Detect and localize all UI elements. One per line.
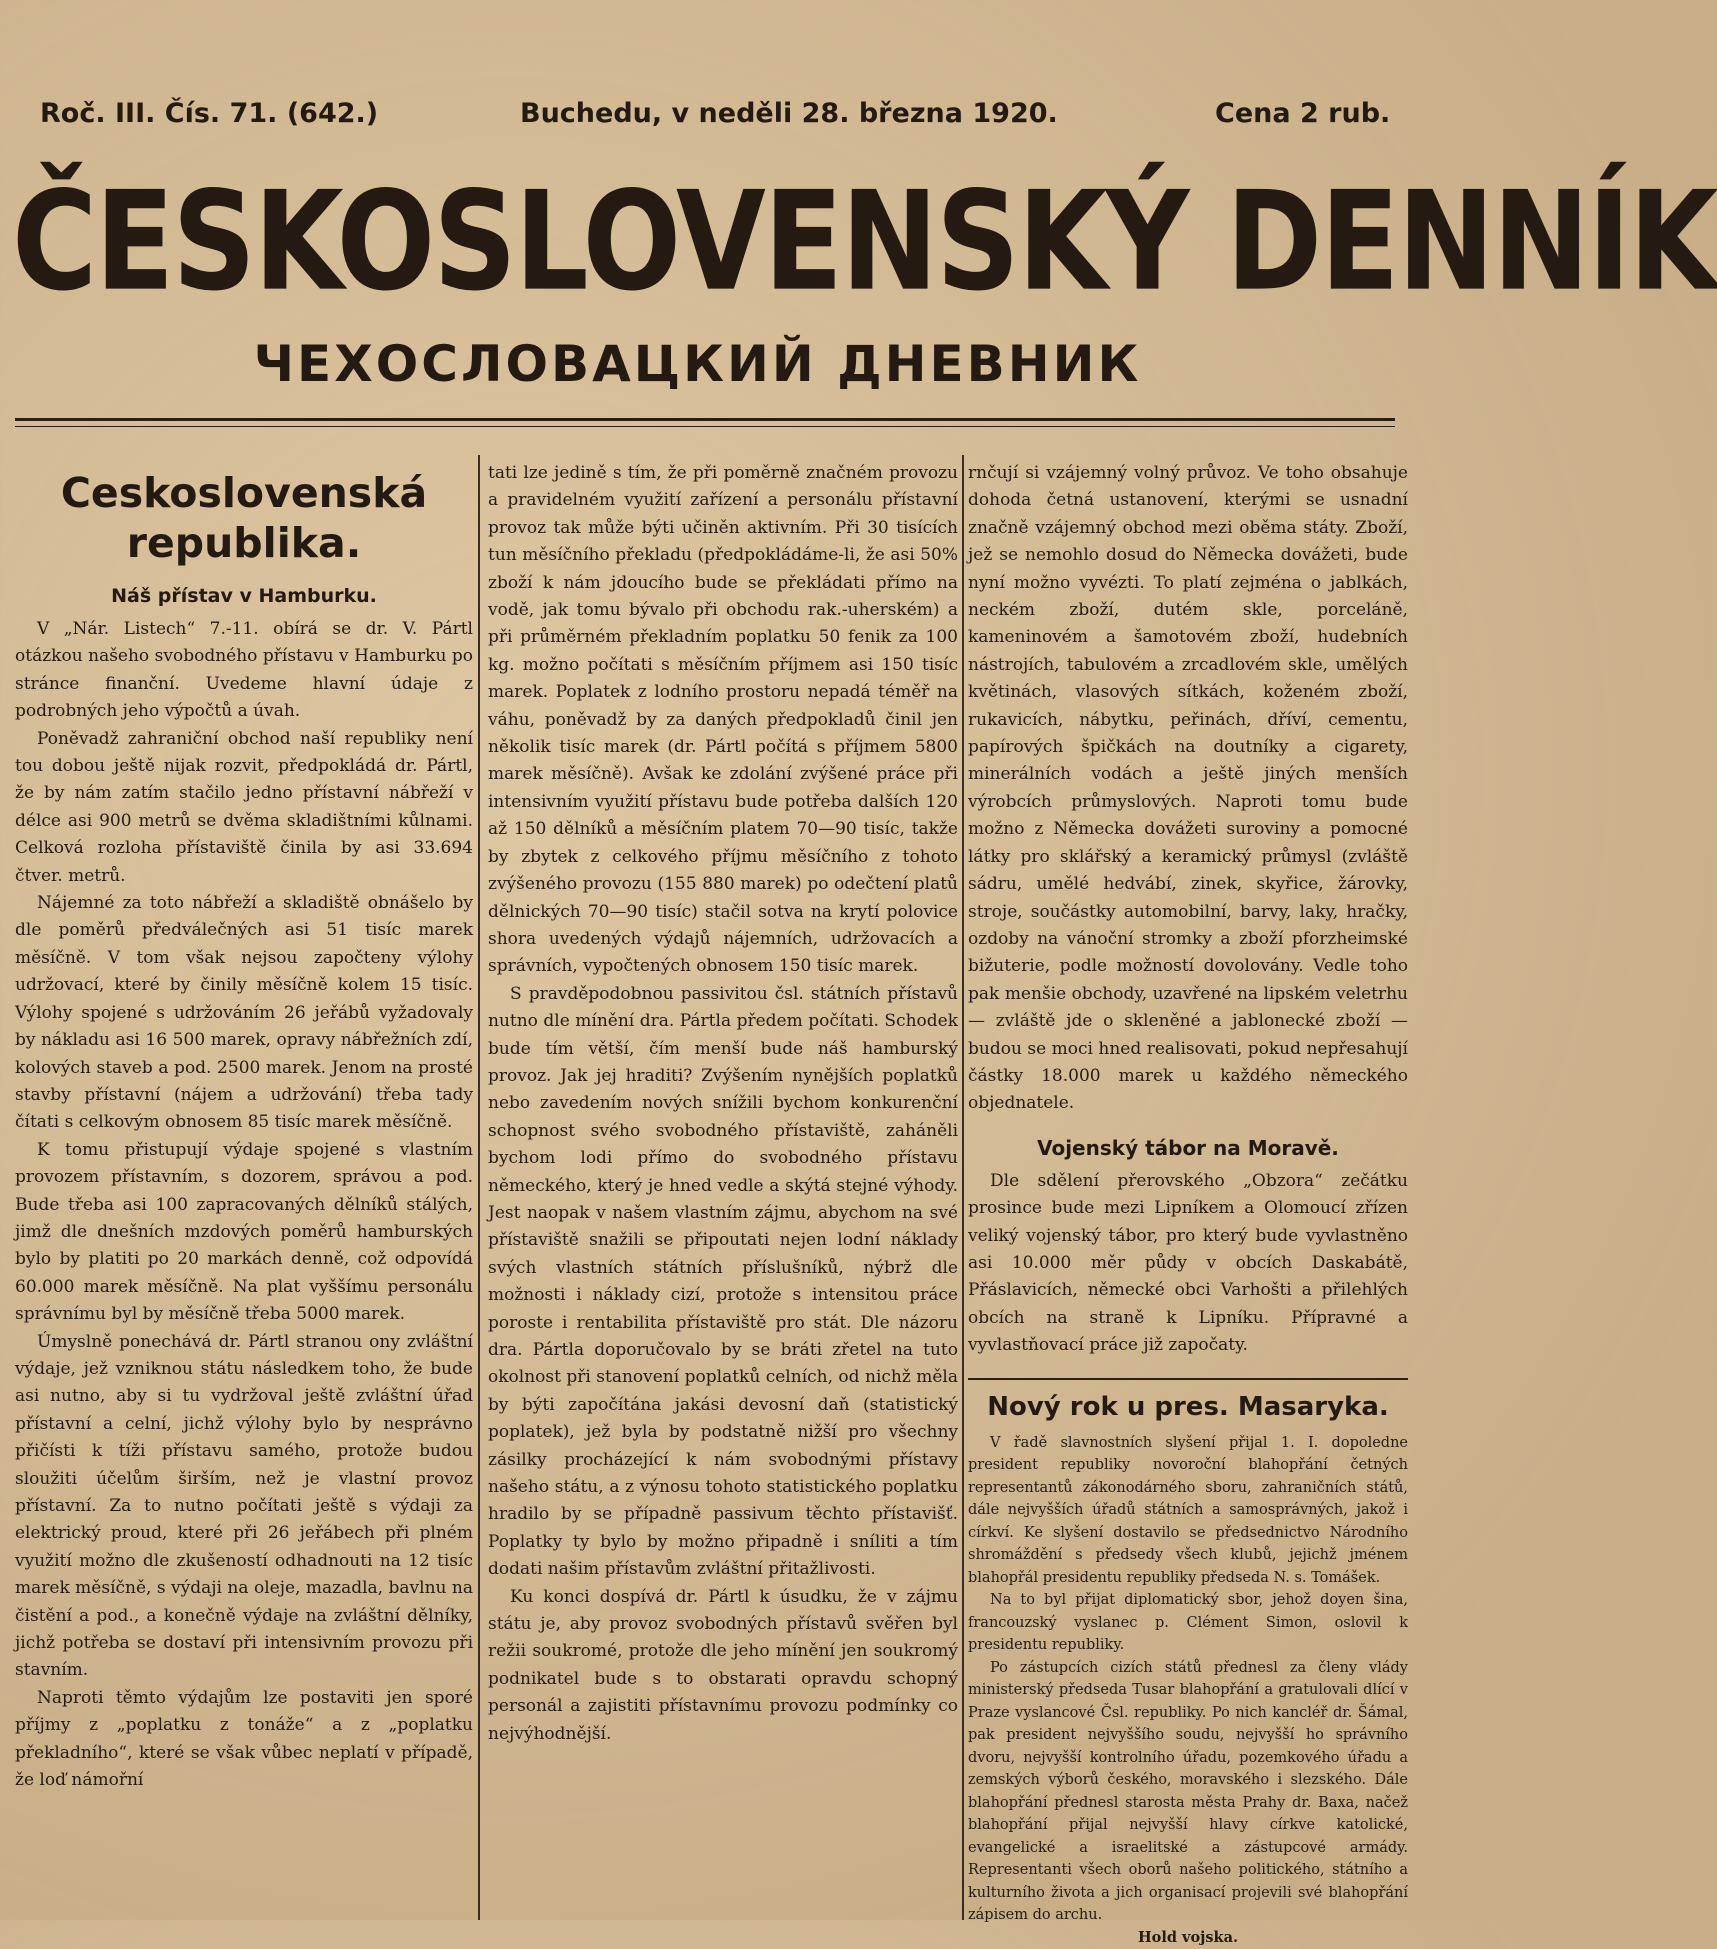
section-heading-army: Hold vojska.	[1137, 1928, 1239, 1946]
paragraph: V „Nár. Listech“ 7.-11. obírá se dr. V. Pártl otázkou našeho svobodného přístavu v Hamburku po stránce finanční. Uvedeme hlavní údaje z podrobných jeho výpočtů a úvah.	[15, 619, 473, 722]
newspaper-subtitle: ЧЕХОСЛОВАЦКИЙ ДНЕВНИК	[253, 335, 1142, 393]
article-subheading: Náš přístav v Hamburku.	[111, 585, 377, 607]
paragraph: Poněvadž zahraniční obchod naší republiky není tou dobou ještě nijak rozvit, předpokládá dr. Pártl, že by nám zatím stačilo jedno přístavní nábřeží v délce asi 900 metrů se dvěma skladištními kůlnami. Celková rozloha přístaviště činila by asi 33.694 čtver. metrů.	[15, 728, 473, 886]
paragraph: Ku konci dospívá dr. Pártl k úsudku, že v zájmu státu je, aby provoz svobodných přístavů svěřen byl režii soukromé, protože dle jeho mínění jen soukromý podnikatel bude s to obstarati opravdu schopný personál a zajistiti přístavnímu provozu podmínky co nejvýhodnější.	[488, 1586, 958, 1744]
paragraph: K tomu přistupují výdaje spojené s vlastním provozem přístavním, s dozorem, správou a pod. Bude třeba asi 100 zapracovaných dělníků stálých, jimž dle dnešních mzdových poměrů hamburských bylo by platiti po 20 markách denně, což odpovídá 60.000 marek měsíčně. Na plat vyššímu personálu správnímu byl by měsíčně třeba 5000 marek.	[15, 1139, 473, 1325]
paragraph: V řadě slavnostních slyšení přijal 1. I. dopoledne president republiky novoroční blahopřání četných representantů zákonodárného sboru, zahraničních států, dále nejvyšších úřadů státních a samosprávných, jakož i církví. Ke slyšení dostavilo se předsednictvo Národního shromáždění s předsedy všech klubů, jejichž jménem blahopřál presidentu republiky předseda N. s. Tomášek.	[968, 1434, 1408, 1586]
column-3	[968, 460, 1408, 1946]
new-year-article-body	[968, 1432, 1408, 1949]
paragraph: Po zástupcích cizích států přednesl za členy vlády ministerský předseda Tusar blahopřání a gratulovali dlící v Praze vyslancové Čsl. republiky. Po nich kancléř dr. Šámal, pak president nejvyššího soudu, nejvyšší ho správního dvoru, nejvyšší kontrolního úřadu, pozemkového úřadu a zemských výborů českého, moravského i slezského. Dále blahopřání přednesl starosta města Prahy dr. Baxa, načež blahopřání přijal nejvyšší hlavy církve katolické, evangelické a israelitské a zástupcové armády. Representanti všech oborů našeho politického, státního a kulturního života a jich organisací projevili své blahopřání zápisem do archu.	[968, 1659, 1408, 1924]
paragraph: S pravděpodobnou passivitou čsl. státních přístavů nutno dle mínění dra. Pártla předem počítati. Schodek bude tím větší, čím menší bude náš hamburský provoz. Jak jej hraditi? Zvýšením nynějších poplatků nebo zavedením nových snížili bychom konkurenční schopnost svého svobodného přístaviště, zaháněli bychom lodi přímo do svobodného přístavu německého, který je hned vedle a skýtá stejné výhody. Jest naopak v našem vlastním zájmu, abychom na své přístaviště snažili se připoutati nejen lodní náklady svých vlastních státních příslušníků, nýbrž dle možnosti i náklady cizí, protože s intensitou práce poroste i rentabilita přístaviště pro stát. Dle názoru dra. Pártla doporučovalo by se bráti zřetel na tuto okolnost při stanovení poplatků celních, od nichž měla by býti započítána jakási devosní daň (statistický poplatek), jež byla by podstatně nižší pro všechny zásilky procházející k nám svobodnými přístavy našeho státu, a z výnosu tohoto statistického poplatku hradilo by se případně passivum těchto přístavišť. Poplatky ty bylo by možno připadně i sníliti a tím dodati našim přístavům zvláštní přitažlivosti.	[488, 983, 958, 1580]
article-headline: Ceskoslovenská republika.	[60, 469, 428, 567]
issue-number: Roč. III. Čís. 71. (642.)	[40, 98, 379, 129]
paragraph: Dle sdělení přerovského „Obzora“ zečátku prosince bude mezi Lipníkem a Olomoucí zřízen veliký vojenský tábor, pro který bude vyvlastněno asi 10.000 měr půdy v obcích Daskabátě, Přáslavicích, německé obci Varhošti a přilehlých obcích na straně k Lipníku. Přípravné a vyvlastňovací práce již započaty.	[968, 1170, 1408, 1356]
paragraph: Naproti těmto výdajům lze postaviti jen sporé příjmy z „poplatku z tonáže“ a z „poplatku překladního“, které se však vůbec neplatí v případě, že loď námořní	[15, 1687, 473, 1791]
price: Cena 2 rub.	[1215, 98, 1391, 129]
paragraph: tati lze jedině s tím, že při poměrně značném provozu a pravidelném využití zařízení a personálu přístavní provoz tak může býti učiněn aktivním. Při 30 tisících tun měsíčního překladu (předpokládáme-li, že asi 50% zboží k nám jdoucího bude se překládati přímo na vodě, jak tomu bývalo při obchodu rak.-uherském) a při průměrném překladním poplatku 50 fenik za 100 kg. možno počítati s měsíčním příjmem asi 150 tisíc marek. Poplatek z lodního prostoru nepadá téměř na váhu, poněvadž by za daných předpokladů činil jen několik tisíc marek (dr. Pártl počítá s příjmem 5800 marek měsíčně). Avšak ke zdolání zvýšené práce při intensivním využití přístavu bude potřeba dalších 120 až 150 dělníků a měsíčním platem 70—90 tisíc, takže by zbytek z celkového příjmu měsíčního z tohoto zvýšeného provozu (155 880 marek) po odečtení platů dělnických 70—90 tisíc) stačil sotva na krytí polovice shora uvedených výdajů nájemních, udržovacích a správních, vypočtených obnosem 150 tisíc marek.	[488, 463, 958, 977]
masthead-rule-bottom	[15, 426, 1395, 427]
paragraph: Úmyslně ponechává dr. Pártl stranou ony zvláštní výdaje, jež vzniknou státu následkem toho, že bude asi nutno, aby si tu vydržoval ještě zvláštní úřad přístavní a celní, jichž výlohy bylo by nesprávno přičísti k tíži přístavu samého, protože budou sloužiti účelům širším, než je vlastní provoz přístavní. Za to nutno počítati ještě s výdaji za elektrický proud, které při 26 jeřábech při plném využití možno dle zkušeností odhadnouti na 12 tisíc marek měsíčně, s výdaji na oleje, mazadla, bavlnu na čistění a pod., a konečně výdaje na zvláštní dělníky, jichž potřeba se dostaví při intensivním provozu při stavním.	[15, 1331, 473, 1681]
column-divider-2	[962, 455, 964, 1920]
masthead-info-line	[40, 98, 1395, 138]
article-subheading-new-year: Nový rok u pres. Masaryka.	[987, 1391, 1389, 1422]
article-subheading-military-camp: Vojenský tábor na Moravě.	[1037, 1135, 1339, 1160]
masthead-rule-top	[15, 418, 1395, 421]
paragraph: Na to byl přijat diplomatický sbor, jehož doyen šina, francouzský vyslanec p. Clément Simon, oslovil k presidentu republiky.	[968, 1592, 1408, 1654]
dateline: Buchedu, v neděli 28. března 1920.	[520, 98, 1058, 129]
column-2	[488, 460, 958, 1920]
column-divider-1	[478, 455, 480, 1920]
paragraph: rnčují si vzájemný volný průvoz. Ve toho obsahuje dohoda četná ustanovení, kterými se usnadní značně vzájemný obchod mezi oběma státy. Zboží, jež se nemohlo dosud do Německa dovážeti, bude nyní možno vyvézti. To platí zejména o jablkách, neckém zboží, dutém skle, porceláně, kameninovém a šamotovém zboží, hudebních nástrojích, tabulovém a zrcadlovém skle, umělých květinách, vlasových sítkách, koženém zboží, rukavicích, nábytku, peřinách, dříví, cementu, papírových špičkách na doutníky a cigarety, minerálních vodách a ještě jiných menších výrobcích průmyslových. Naproti tomu bude možno z Německa dovážeti suroviny a pomocné látky pro sklářský a keramický průmysl (zvláště sádru, umělé hedvábí, zinek, skyřice, žárovky, stroje, součástky automobilní, barvy, laky, hračky, ozdoby na vánoční stromky a zboží pforzheimské bižuterie, podle možností dovolovány. Vedle toho pak menšie obchody, uzavřené na lipském veletrhu — zvláště jde o skleněné a jablonecké zboží — budou se moci hned realisovati, pokud nepřesahují částky 18.000 marek u každého německého objednatele.	[968, 463, 1408, 1114]
newspaper-title: ČESKOSLOVENSKÝ DENNÍK	[12, 162, 1717, 322]
paragraph: Nájemné za toto nábřeží a skladiště obnášelo by dle poměrů předválečných asi 51 tisíc marek měsíčně. V tom však nejsou započteny výlohy udržovací, které by činily měsíčně kolem 15 tisíc. Výlohy spojené s udržováním 26 jeřábů vyžadovaly by nákladu asi 16 500 marek, opravy nábřežních zdí, kolových staveb a pod. 2500 marek. Jenom na prosté stavby přístavní (nájem a udržování) třeba tady čítati s celkovým obnosem 85 tisíc marek měsíčně.	[15, 893, 473, 1133]
article-divider	[968, 1378, 1408, 1380]
column-1	[15, 460, 473, 1920]
